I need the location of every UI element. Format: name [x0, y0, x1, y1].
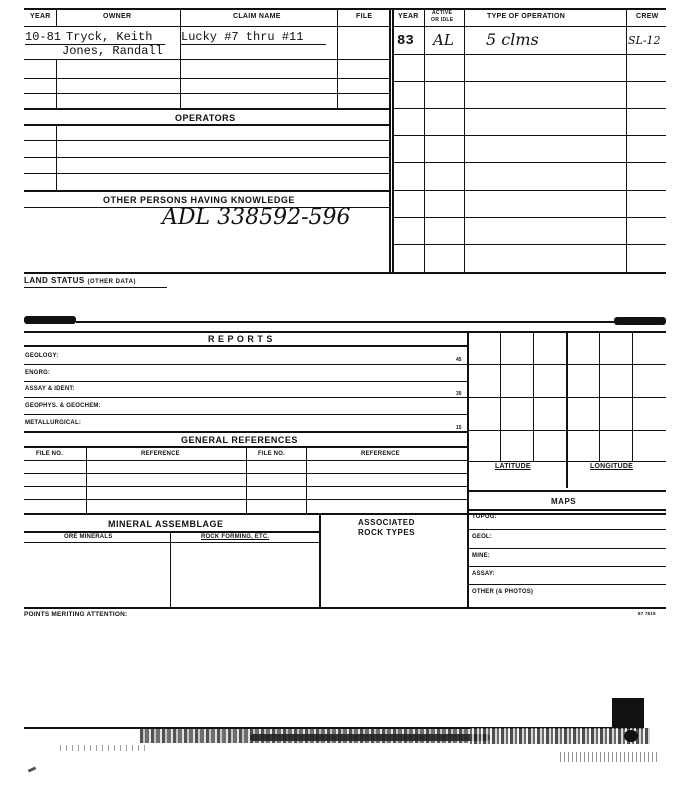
claim-entry: Lucky #7 thru #11 [181, 30, 304, 44]
latitude-label: LATITUDE [495, 463, 531, 470]
gen-ref-file-no-2: FILE NO. [258, 451, 285, 457]
rock-forming-header: ROCK FORMING, ETC. [201, 534, 270, 540]
gen-ref-reference-2: REFERENCE [361, 451, 400, 457]
scan-corner-block [612, 698, 644, 728]
owner-entry-year: 10-81 [25, 30, 62, 44]
active-header-line1: ACTIVE [432, 10, 453, 16]
mineral-assemblage-title: MINERAL ASSEMBLAGE [108, 519, 224, 529]
operation-entry-crew: SL-12 [628, 34, 661, 47]
report-row-geophys: GEOPHYS. & GEOCHEM: [25, 403, 101, 409]
active-header-line2: OR IDLE [431, 17, 454, 23]
report-row-assay: ASSAY & IDENT: [25, 386, 75, 392]
file-header: FILE [356, 13, 373, 20]
report-row-engrg: ENGRG: [25, 370, 51, 376]
type-of-operation-header: TYPE OF OPERATION [487, 13, 566, 20]
associated-rock-types-line1: ASSOCIATED [358, 518, 415, 527]
land-status-title: LAND STATUS (OTHER DATA) [24, 276, 136, 285]
report-row-geology-num: 45 [456, 357, 462, 363]
scan-mark-left [24, 316, 76, 324]
owner-header: OWNER [103, 13, 132, 20]
handwritten-adl-reference: ADL 338592-596 [162, 205, 351, 230]
claim-name-header: CLAIM NAME [233, 13, 281, 20]
owner-entry-name-2: Jones, Randall [62, 44, 163, 58]
reports-title: R E P O R T S [208, 334, 273, 344]
report-row-metallurgical: METALLURGICAL: [25, 420, 82, 426]
other-persons-title: OTHER PERSONS HAVING KNOWLEDGE [103, 195, 295, 205]
crew-header: CREW [636, 13, 659, 20]
gen-ref-reference-1: REFERENCE [141, 451, 180, 457]
report-row-metallurgical-num: 15 [456, 425, 462, 431]
map-row-mine: MINE: [472, 553, 490, 559]
general-references-title: GENERAL REFERENCES [181, 435, 298, 445]
operation-entry-year: 83 [397, 33, 414, 49]
map-row-other: OTHER (& PHOTOS) [472, 589, 534, 595]
map-row-assay: ASSAY: [472, 571, 495, 577]
operation-entry-type: 5 clms [486, 30, 539, 49]
scan-mark-right [614, 317, 666, 325]
map-row-geol: GEOL: [472, 534, 492, 540]
report-row-geology: GEOLOGY: [25, 353, 59, 359]
form-code: 87 7819 [638, 611, 656, 616]
year-header: YEAR [30, 13, 51, 20]
year-header-ops: YEAR [398, 13, 419, 20]
maps-title: MAPS [551, 497, 577, 506]
longitude-label: LONGITUDE [590, 463, 634, 470]
owner-entry-name-1: Tryck, Keith [66, 30, 153, 44]
points-meriting-attention-label: POINTS MERITING ATTENTION: [24, 611, 128, 618]
map-row-topog: TOPOG: [472, 514, 497, 520]
operators-title: OPERATORS [175, 113, 236, 123]
gen-ref-file-no-1: FILE NO. [36, 451, 63, 457]
associated-rock-types-line2: ROCK TYPES [358, 528, 416, 537]
report-row-assay-num: 30 [456, 391, 462, 397]
ore-minerals-header: ORE MINERALS [64, 534, 113, 540]
operation-entry-status: AL [433, 31, 454, 49]
